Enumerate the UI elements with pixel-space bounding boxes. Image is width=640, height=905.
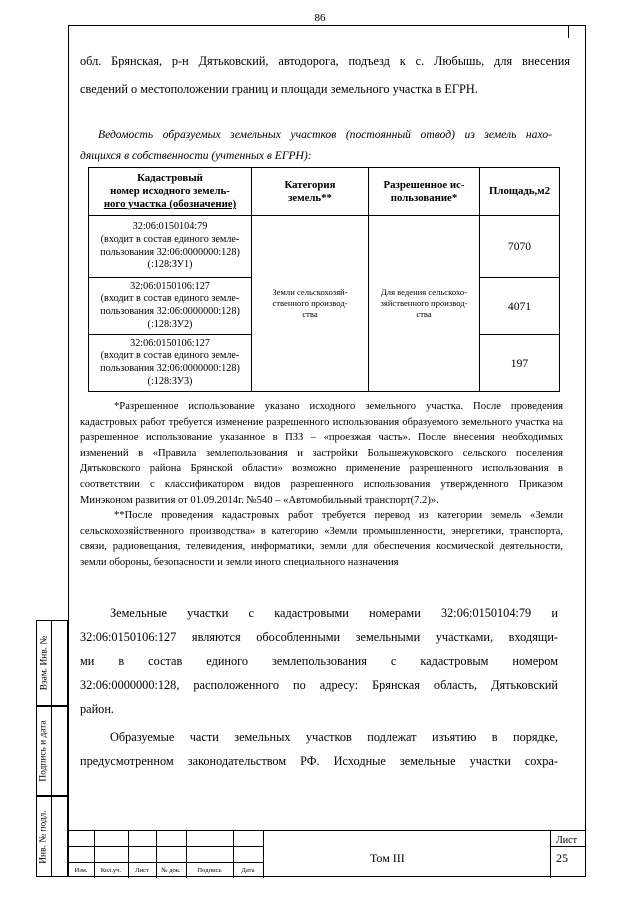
header-area-l1: Площадь,м2 [489, 185, 550, 197]
paragraph-1-line: Земельные участки с кадастровыми номерами 32:06:0150104:79 и [110, 606, 558, 620]
title-block [68, 830, 586, 878]
tb-col-podpis: Подпись [197, 867, 222, 874]
parcel-1-designation: (:128:ЗУ1) [147, 259, 193, 271]
parcel-2-number: 32:06:0150106:127 [130, 280, 210, 292]
tb-vline [263, 831, 264, 878]
tb-col-list: Лист [135, 867, 149, 874]
header-area [480, 168, 560, 216]
use-line-1: Для ведения сельскохо- [380, 287, 468, 297]
paragraph-1-line: ми в состав единого землепользования с кадастровым номером [80, 654, 558, 668]
table-caption-line-2: дящихся в собственности (учтенных в ЕГРН): [80, 149, 312, 162]
sheet-number: 25 [556, 851, 568, 865]
stamp-inv [36, 796, 68, 877]
header-use-l2: пользование* [390, 191, 458, 204]
parcel-3-line3: пользования 32:06:0000000:128) [100, 363, 240, 374]
parcel-cell-2 [89, 278, 252, 335]
parcel-1-line2: (входит в состав единого земле- [100, 233, 240, 245]
parcel-2-line3: пользования 32:06:0000000:128) [100, 306, 240, 317]
intro-line-1: обл. Брянская, р-н Дятьковский, автодорога, подъезд к с. Любышь, для внесения [80, 54, 570, 68]
parcel-cell-1 [89, 216, 252, 278]
tb-list-divider [550, 846, 586, 847]
parcel-1-number: 32:06:0150104:79 [132, 221, 208, 233]
tb-col-data: Дата [241, 867, 255, 874]
paragraph-2-line: Образуемые части земельных участков подлежат изъятию в порядке, [110, 730, 558, 744]
header-category [252, 168, 369, 216]
stamp-divider [37, 797, 52, 876]
parcel-2-designation: (:128:ЗУ2) [147, 318, 193, 330]
category-line-3: ства [302, 309, 318, 319]
category-cell [252, 216, 369, 392]
category-line-2: ственного производ- [272, 298, 348, 308]
header-category-l2: земель** [288, 191, 332, 204]
parcel-cell-3 [89, 335, 252, 392]
stamp-podpis [36, 706, 68, 796]
table-header-row [89, 168, 560, 216]
paragraph-2 [80, 725, 558, 773]
header-cadastral-l1: Кадастровый [137, 172, 203, 184]
header-category-l1: Категория [284, 178, 336, 191]
parcel-3-number: 32:06:0150106:127 [130, 337, 210, 349]
area-cell-3: 197 [480, 335, 560, 392]
header-cadastral-l3: ного участка (обозначение) [103, 198, 237, 210]
stamp-podpis-label: Подпись и дата [39, 720, 50, 782]
stamp-divider [37, 621, 52, 705]
stamp-inv-label: Инв. № подл. [39, 809, 50, 864]
paragraph-1-line: 32:06:0150106:127 являются обособленными земельными участками, входящи- [80, 630, 558, 644]
sheet-label: Лист [556, 835, 577, 846]
use-line-2: зяйственного производ- [380, 298, 468, 308]
tb-col-izm: Изм. [74, 867, 88, 874]
category-line-1: Земли сельскохозяй- [272, 287, 348, 297]
paragraph-1-line: район. [80, 702, 114, 716]
parcel-2-line2: (входит в состав единого земле- [100, 293, 240, 305]
parcel-1-line3: пользования 32:06:0000000:128) [100, 246, 240, 258]
paragraph-2-line: предусмотренном законодательством РФ. Исходные земельные участки сохра- [80, 754, 558, 768]
header-cadastral [89, 168, 252, 216]
stamp-vzam [36, 620, 68, 706]
volume-label: Том III [370, 851, 405, 865]
parcels-table [88, 167, 560, 392]
header-use [369, 168, 480, 216]
use-cell [369, 216, 480, 392]
table-row [89, 216, 560, 278]
use-line-3: ства [416, 309, 432, 319]
footnotes [80, 399, 563, 571]
tb-col-doc: № док. [161, 867, 181, 874]
paragraph-1-line: 32:06:0000000:128, расположенного по адресу: Брянская область, Дятьковский [80, 678, 558, 692]
stamp-divider [37, 707, 52, 795]
table-caption-line-1: Ведомость образуемых земельных участков (постоянный отвод) из земель нахо- [98, 128, 552, 141]
intro-line-2: сведений о местоположении границ и площади земельного участка в ЕГРН. [80, 82, 478, 96]
parcel-3-designation: (:128:ЗУ3) [147, 375, 193, 387]
tb-vline [550, 831, 551, 878]
frame-tick [568, 25, 569, 38]
footnote-2: **После проведения кадастровых работ требуется перевод из категории земель «Земли сельскохозяйственного производства» в категорию «Земли промышленности, энергетики, транспорта, связи, радиовещания, телевидения, информатики, земли для обеспечения космической деятельности, земли обороны, безопасности и земли иного специального назначения [80, 510, 563, 568]
stamp-vzam-label: Взам. Инв. № [39, 635, 49, 691]
header-use-l1: Разрешенное ис- [383, 178, 465, 191]
tb-col-kol: Кол.уч. [100, 867, 122, 874]
area-cell-2: 4071 [480, 278, 560, 335]
footnote-1: *Разрешенное использование указано исходного земельного участка. После проведения кадастровых работ требуется изменение разрешенного использования образуемого земельного участка на разрешенное использование указанное в ПЗЗ – «проезжая часть». После внесения необходимых изменений в «Правила землепользования и застройки Большежуковского сельского поселения Дятьковского района Брянской области» возможно применение разрешенного использования в соответствии с классификатором видов разрешенного использования утвержденного Приказом Минэконом развития от 01.09.2014г. №540 – «Автомобильный транспорт(7.2)». [80, 401, 563, 506]
page-number: 86 [314, 12, 326, 24]
paragraph-1 [80, 601, 558, 721]
parcel-3-line2: (входит в состав единого земле- [100, 350, 240, 362]
header-cadastral-l2: номер исходного земель- [110, 185, 230, 197]
area-cell-1: 7070 [480, 216, 560, 278]
